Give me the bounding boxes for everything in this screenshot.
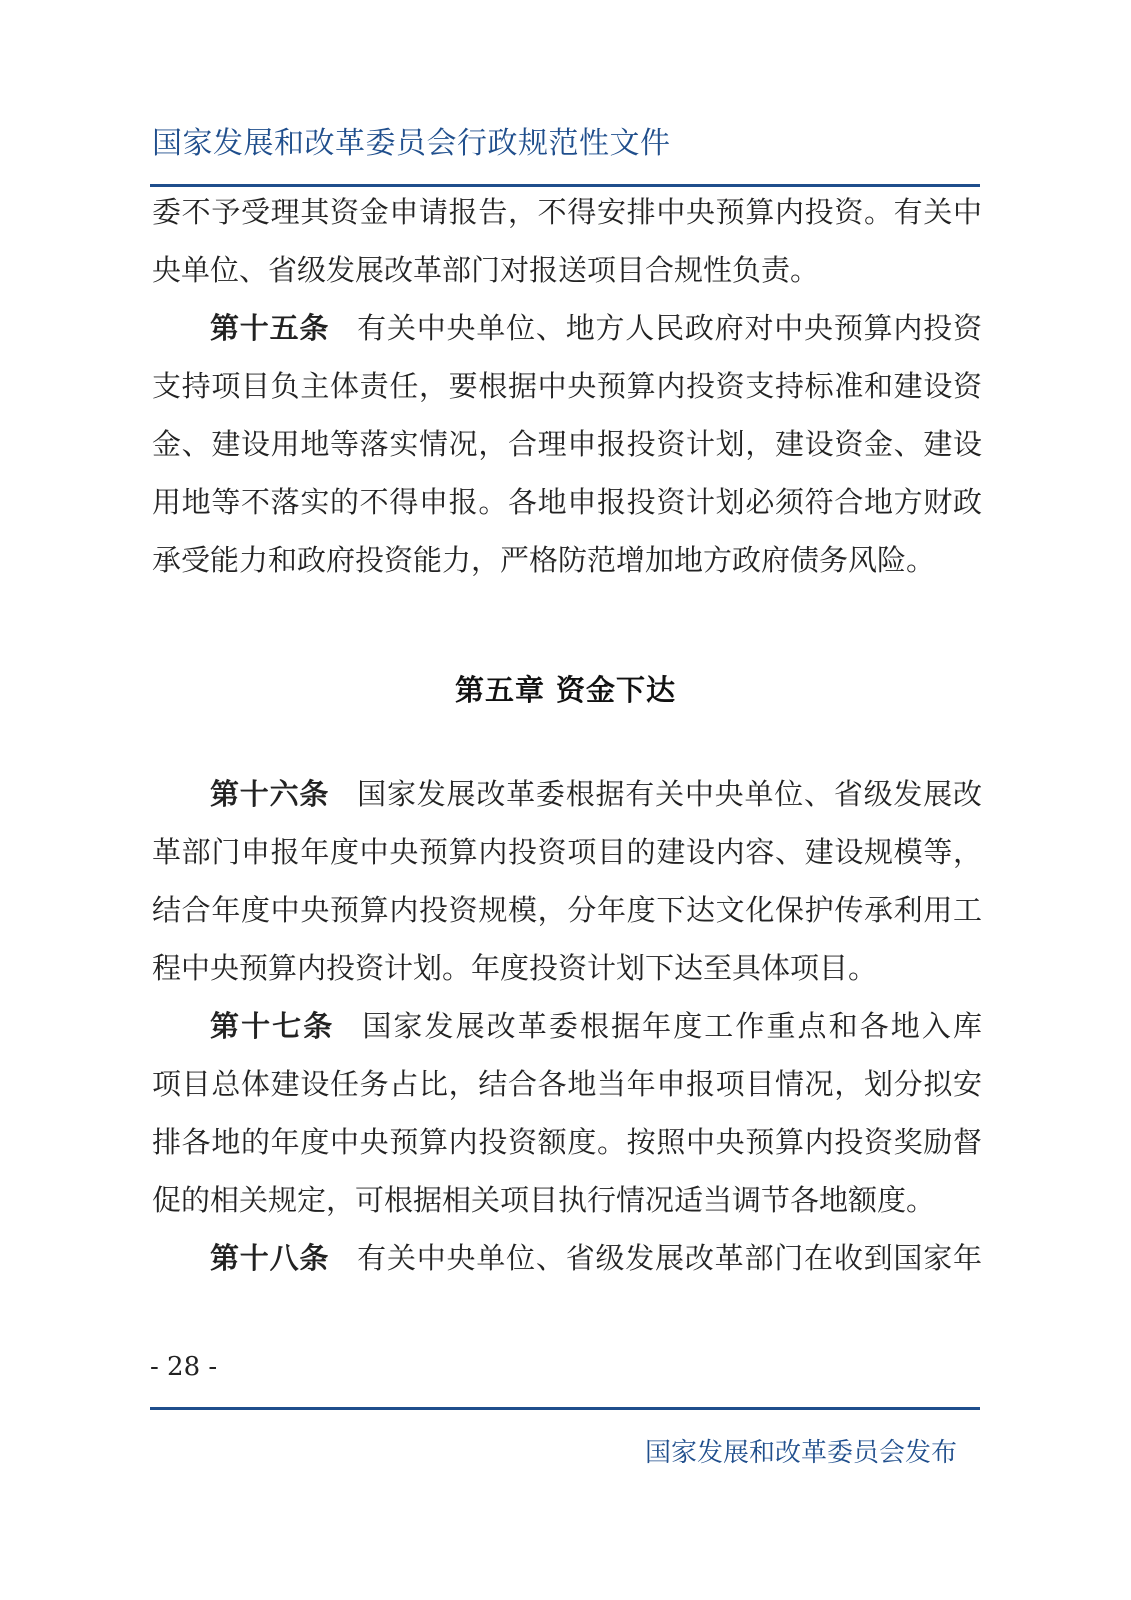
body-line: 用地等不落实的不得申报。各地申报投资计划必须符合地方财政 <box>152 485 982 519</box>
chapter-heading: 第五章 资金下达 <box>454 673 677 707</box>
article-17-text: 国家发展改革委根据年度工作重点和各地入库 <box>362 1009 982 1043</box>
body-line: 央单位、省级发展改革部门对报送项目合规性负责。 <box>152 253 820 287</box>
body-line: 承受能力和政府投资能力，严格防范增加地方政府债务风险。 <box>152 543 936 577</box>
header-rule <box>150 184 980 187</box>
article-18-first-line <box>210 1236 982 1280</box>
body-line: 革部门申报年度中央预算内投资项目的建设内容、建设规模等， <box>152 835 982 869</box>
publisher-label: 国家发展和改革委员会发布 <box>645 1438 958 1468</box>
article-18-text: 有关中央单位、省级发展改革部门在收到国家年 <box>357 1241 982 1275</box>
header-title: 国家发展和改革委员会行政规范性文件 <box>152 126 671 161</box>
body-line: 金、建设用地等落实情况，合理申报投资计划，建设资金、建设 <box>152 427 982 461</box>
article-15-first-line <box>210 306 982 350</box>
body-line: 程中央预算内投资计划。年度投资计划下达至具体项目。 <box>152 951 878 985</box>
article-16-first-line <box>210 772 982 816</box>
page-number: - 28 - <box>150 1352 218 1382</box>
body-line: 结合年度中央预算内投资规模，分年度下达文化保护传承利用工 <box>152 893 982 927</box>
article-16-text: 国家发展改革委根据有关中央单位、省级发展改 <box>357 777 982 811</box>
article-17-first-line <box>210 1004 982 1048</box>
body-line: 排各地的年度中央预算内投资额度。按照中央预算内投资奖励督 <box>152 1125 982 1159</box>
article-15-text: 有关中央单位、地方人民政府对中央预算内投资 <box>357 311 982 345</box>
article-17-title: 第十七条 <box>210 1009 335 1043</box>
body-line: 促的相关规定，可根据相关项目执行情况适当调节各地额度。 <box>152 1183 936 1217</box>
body-line: 项目总体建设任务占比，结合各地当年申报项目情况，划分拟安 <box>152 1067 982 1101</box>
article-16-title: 第十六条 <box>210 777 330 811</box>
body-line: 支持项目负主体责任，要根据中央预算内投资支持标准和建设资 <box>152 369 982 403</box>
footer-rule <box>150 1407 980 1410</box>
body-line: 委不予受理其资金申请报告，不得安排中央预算内投资。有关中 <box>152 195 982 229</box>
article-15-title: 第十五条 <box>210 311 330 345</box>
article-18-title: 第十八条 <box>210 1241 330 1275</box>
